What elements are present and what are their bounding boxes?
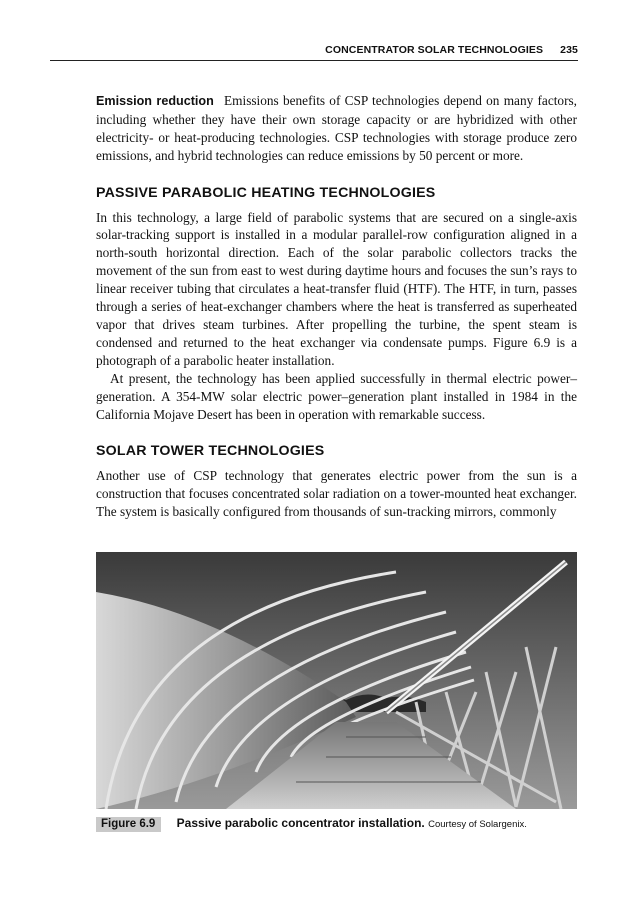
passive-paragraph-1: In this technology, a large field of parabolic systems that are secured on a single-axis solar-tracking support is installed in a modular parallel-row configuration aligned in a north-south horizontal direction. Each of the solar parabolic collectors tracks the movement of the sun from east to west during daytime hours and focuses the sun’s rays to linear receiver tubing that circulates a heat-transfer fluid (HTF). The HTF, in turn, passes through a series of heat-exchanger chambers where the heat is transferred as superheated vapor that drives steam turbines. After propelling the turbine, the spent steam is condensed and returned to the heat exchanger via condensate pumps. Figure 6.9 is a photograph of a parabolic heater installation.	[96, 209, 577, 368]
passive-paragraph-2: At present, the technology has been applied successfully in thermal electric power–generation. A 354-MW solar electric power–generation plant installed in 1984 in the California Mojave Desert has been in operation with remarkable success.	[96, 370, 577, 422]
tower-paragraph-1: Another use of CSP technology that generates electric power from the sun is a construction that focuses concentrated solar radiation on a tower-mounted heat exchanger. The system is basically configured from thousands of sun-tracking mirrors, commonly	[96, 468, 577, 520]
figure-title: Passive parabolic concentrator installation.	[176, 816, 425, 830]
body-text	[96, 92, 577, 521]
figure-label: Figure 6.9	[96, 817, 161, 832]
section-heading-tower: SOLAR TOWER TECHNOLOGIES	[96, 443, 325, 460]
figure-photo	[96, 552, 577, 809]
running-header	[50, 44, 578, 61]
figure-credit: Courtesy of Solargenix.	[428, 819, 527, 830]
figure-caption	[96, 816, 577, 832]
parabolic-collector-photo	[96, 552, 577, 809]
section-heading-passive: PASSIVE PARABOLIC HEATING TECHNOLOGIES	[96, 184, 436, 201]
running-title: CONCENTRATOR SOLAR TECHNOLOGIES	[325, 44, 544, 56]
emission-paragraph	[96, 92, 577, 165]
emission-text: Emissions benefits of CSP technologies depend on many factors, including whether they have their own storage capacity or are hybridized with other electricity- or heat-producing technologies. CSP technologies with storage produce zero emissions, and hybrid technologies can reduce emissions by 50 percent or more.	[96, 93, 577, 163]
emission-runin-heading: Emission reduction	[96, 94, 214, 108]
page-number: 235	[560, 44, 578, 56]
